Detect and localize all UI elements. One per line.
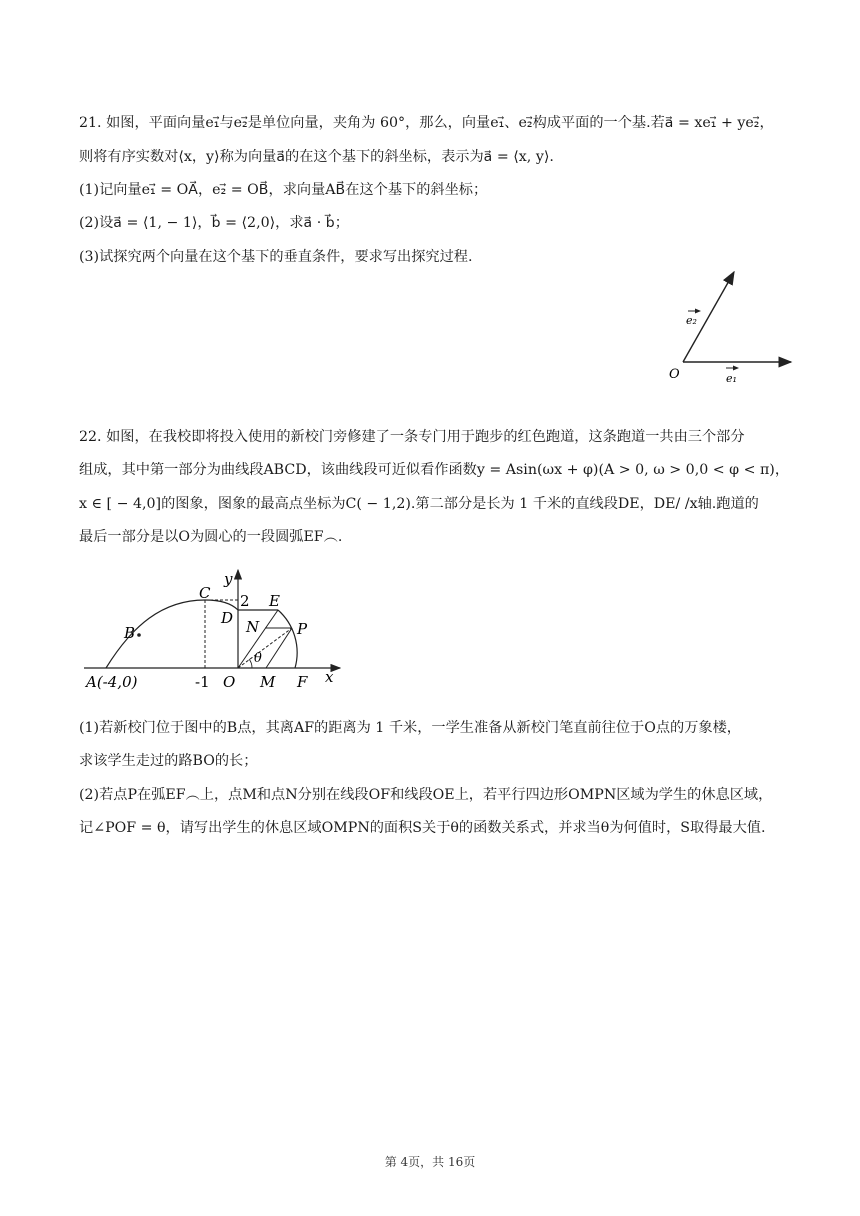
- label-y: y: [224, 570, 233, 588]
- q21-vector-figure: [664, 264, 794, 392]
- e2-label: e₂: [686, 314, 697, 327]
- label-x: x: [325, 668, 334, 686]
- q22-line1: 22. 如图，在我校即将投入使用的新校门旁修建了一条专门用于跑步的红色跑道，这条跑道一共由三个部分: [79, 429, 745, 445]
- q21-line1: 21. 如图，平面向量e₁⃗与e₂⃗是单位向量，夹角为 60°，那么，向量e₁⃗、e₂⃗构成平面的一个基.若a⃗ = xe₁⃗ + ye₂⃗，: [79, 115, 774, 131]
- e1-label: e₁: [726, 372, 737, 385]
- label-b: B: [124, 624, 136, 642]
- label-a: A(-4,0): [86, 673, 138, 691]
- page-footer: 第 4页，共 16页: [384, 1155, 476, 1169]
- label-neg1: -1: [195, 673, 210, 691]
- label-e: E: [269, 592, 280, 610]
- label-o: O: [223, 673, 236, 691]
- label-p: P: [297, 620, 308, 638]
- label-two: 2: [240, 592, 250, 610]
- q22-line2: 组成，其中第一部分为曲线段ABCD，该曲线段可近似看作函数y = Asin(ωx + φ)(A > 0, ω > 0,0 < φ < π)，: [79, 462, 790, 478]
- q21-part1: (1)记向量e₁⃗ = OA⃗，e₂⃗ = OB⃗，求向量AB⃗在这个基下的斜坐标；: [79, 182, 488, 198]
- q22-line4: 最后一部分是以O为圆心的一段圆弧EF︵.: [79, 529, 343, 545]
- q22-line3: x ∈ [ − 4,0]的图象，图象的最高点坐标为C( − 1,2).第二部分是长为 1 千米的直线段DE，DE/ /x轴.跑道的: [79, 496, 759, 512]
- q21-line2: 则将有序实数对⟨x，y⟩称为向量a⃗的在这个基下的斜坐标，表示为a⃗ = ⟨x, y⟩.: [79, 149, 554, 165]
- q22-track-figure: [82, 564, 346, 692]
- q22-part1b: 求该学生走过的路BO的长；: [79, 753, 258, 769]
- label-f: F: [297, 673, 308, 691]
- q22-part2a: (2)若点P在弧EF︵上，点M和点N分别在线段OF和线段OE上，若平行四边形OMPN区域为学生的休息区域，: [79, 787, 773, 803]
- q22-part1a: (1)若新校门位于图中的B点，其离AF的距离为 1 千米，一学生准备从新校门笔直前往位于O点的万象楼，: [79, 720, 741, 736]
- label-c: C: [199, 584, 211, 602]
- label-m: M: [260, 673, 276, 691]
- label-d: D: [221, 609, 234, 627]
- label-theta: θ: [254, 651, 262, 666]
- arc-ef: [278, 610, 297, 668]
- theta-arc: [249, 659, 252, 668]
- point-b: [137, 633, 141, 637]
- q21-part2: (2)设a⃗ = ⟨1, − 1⟩，b⃗ = ⟨2,0⟩，求a⃗ · b⃗；: [79, 215, 349, 231]
- label-n: N: [246, 618, 260, 636]
- q21-part3: (3)试探究两个向量在这个基下的垂直条件，要求写出探究过程.: [79, 249, 473, 265]
- q22-part2b: 记∠POF = θ，请写出学生的休息区域OMPN的面积S关于θ的函数关系式，并求当θ为何值时，S取得最大值.: [79, 820, 766, 836]
- origin-label: O: [669, 367, 680, 382]
- segment-pm: [266, 628, 292, 668]
